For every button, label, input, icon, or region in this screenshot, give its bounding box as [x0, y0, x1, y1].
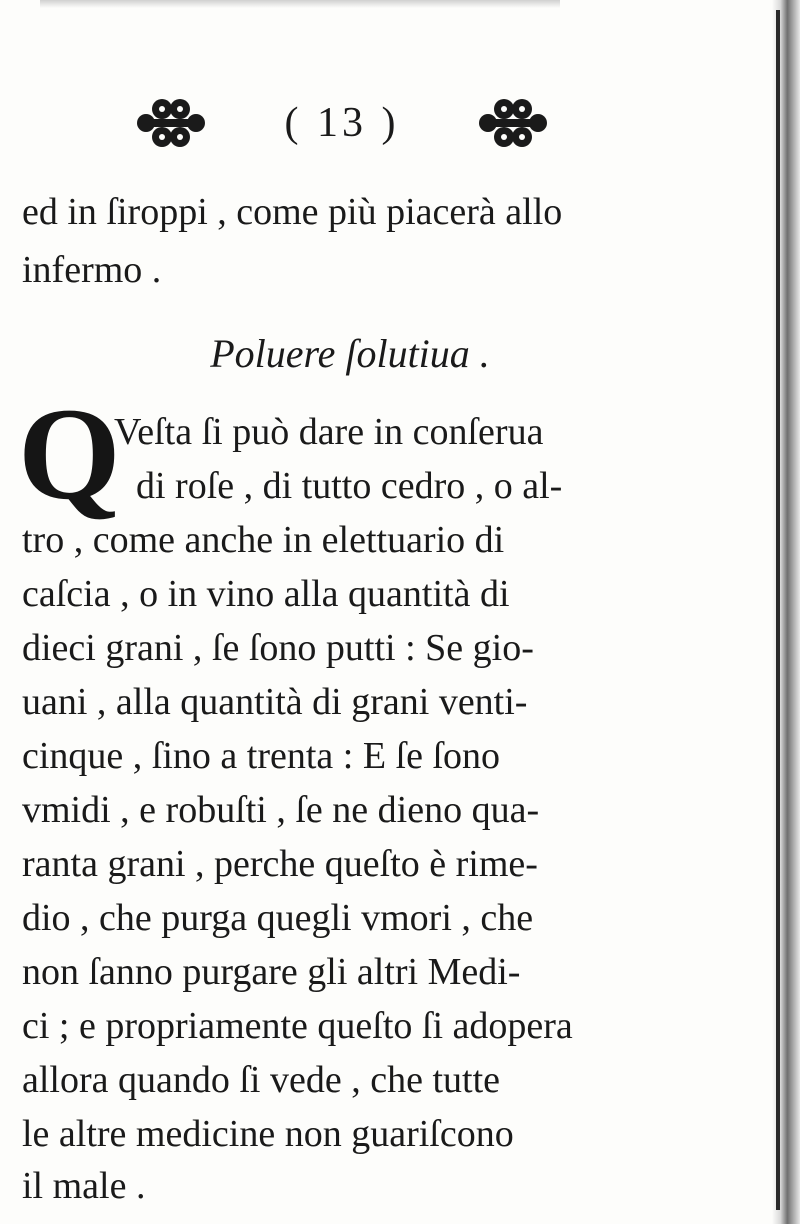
text-line: ranta grani , perche queſto è rime- [22, 843, 538, 885]
text-line: caſcia , o in vino alla quantità di [22, 573, 510, 615]
text-line: dio , che purga quegli vmori , che [22, 897, 534, 939]
fleuron-left-icon [132, 95, 210, 151]
running-head [132, 88, 552, 158]
text-line: le altre medicine non guariſcono [22, 1113, 514, 1155]
text-line: ci ; e propriamente queſto ſi adopera [22, 1005, 573, 1047]
page-number: ( 13 ) [284, 100, 400, 146]
drop-cap: Q [18, 380, 121, 527]
binding-edge [776, 10, 780, 1210]
fleuron-right-icon [474, 95, 552, 151]
text-line: vmidi , e robuſti , ſe ne dieno qua- [22, 789, 540, 831]
section-heading: Poluere ſolutiua . [210, 331, 490, 376]
text-line: Veſta ſi può dare in conſerua [114, 411, 544, 453]
text-line: di roſe , di tutto cedro , o al- [136, 465, 563, 507]
text-line: ed in ſiroppi , come più piacerà allo [22, 191, 563, 233]
text-line: il male . [22, 1165, 146, 1207]
text-line: non ſanno purgare gli altri Medi- [22, 951, 521, 993]
text-line: infermo . [22, 249, 162, 291]
text-line: uani , alla quantità di grani venti- [22, 681, 528, 723]
page-top-edge [40, 0, 560, 8]
text-line: dieci grani , ſe ſono putti : Se gio- [22, 627, 534, 669]
text-line: tro , come anche in elettuario di [22, 519, 505, 561]
text-line: allora quando ſi vede , che tutte [22, 1059, 500, 1101]
text-line: cinque , ſino a trenta : E ſe ſono [22, 735, 501, 777]
